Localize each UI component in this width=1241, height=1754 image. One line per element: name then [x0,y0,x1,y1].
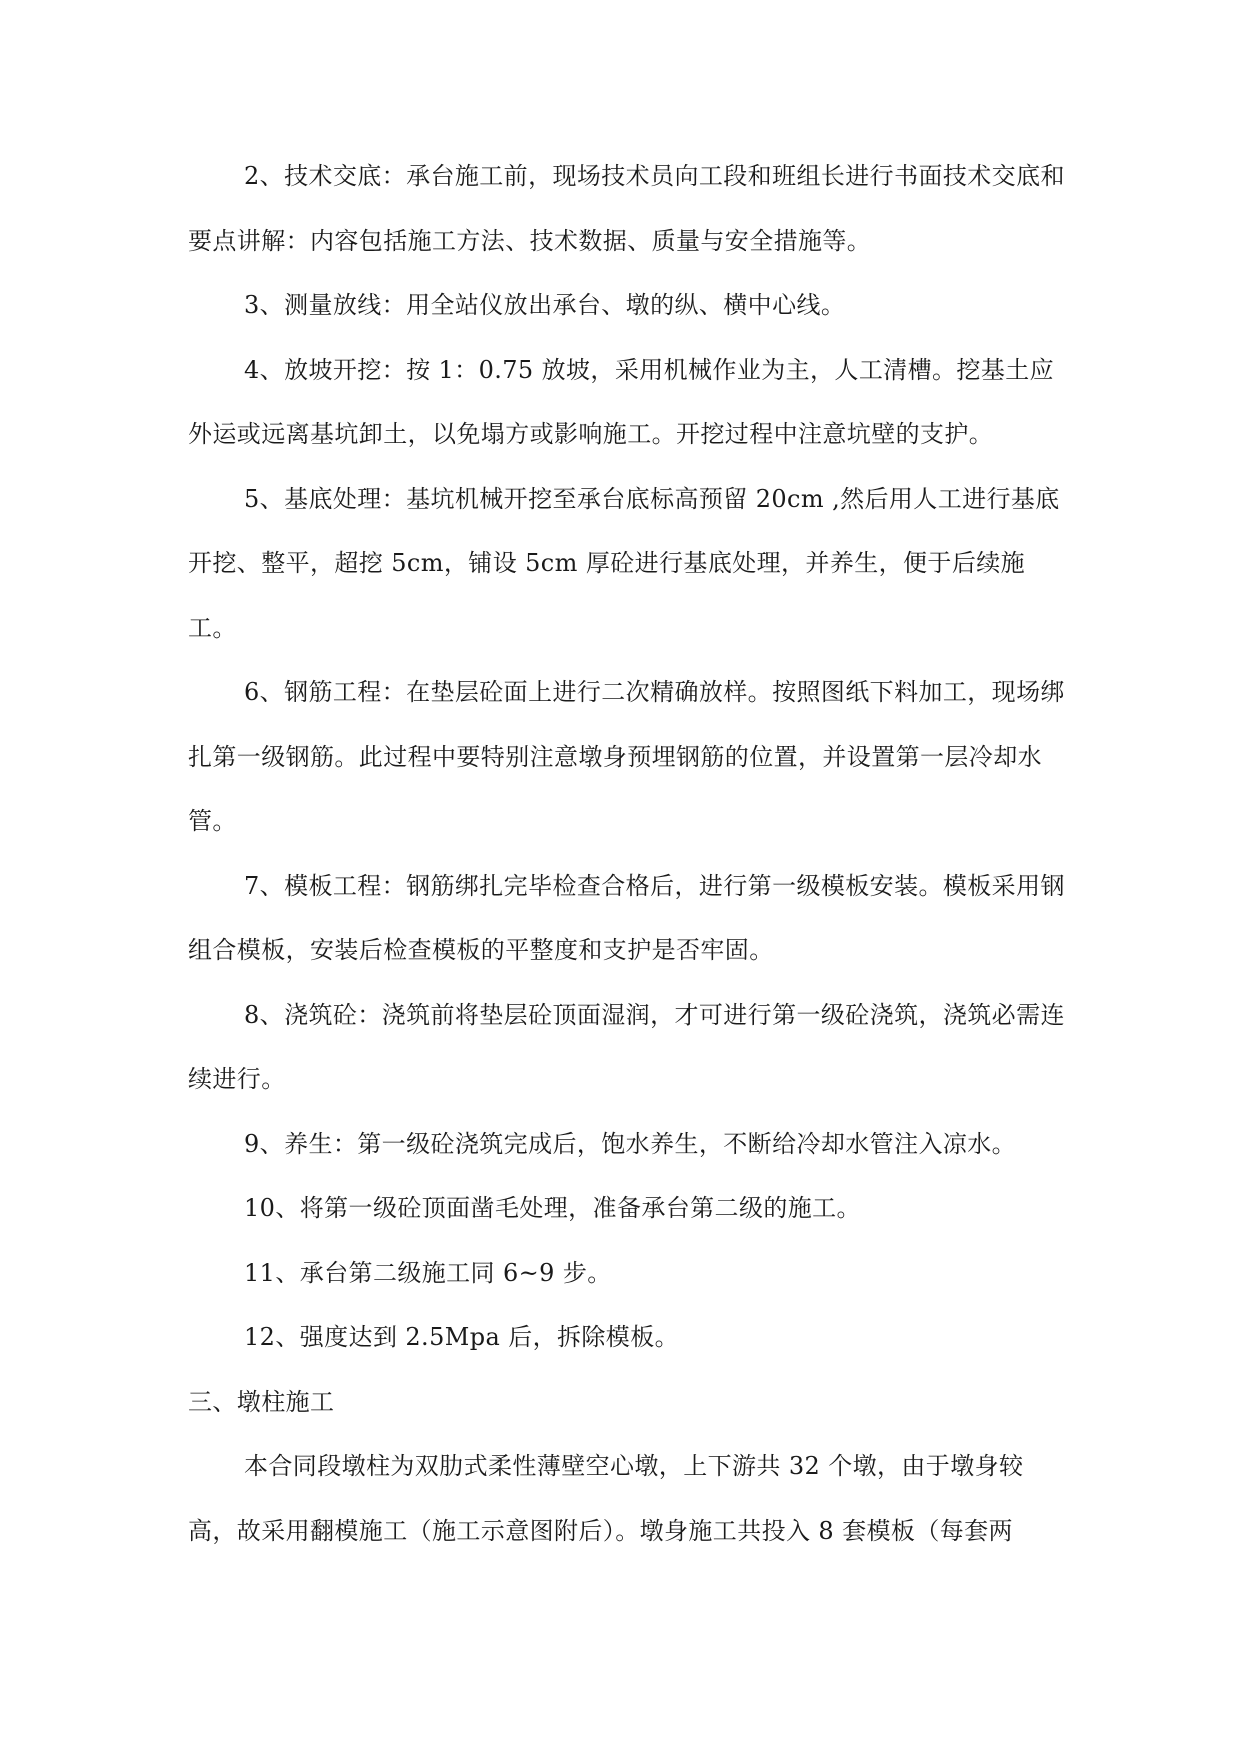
paragraph-rebar-work: 6、钢筋工程：在垫层砼面上进行二次精确放样。按照图纸下料加工，现场绑扎第一级钢筋。此过程中要特别注意墩身预埋钢筋的位置，并设置第一层冷却水管。 [188,678,1065,835]
paragraph-slope-excavation: 4、放坡开挖：按 1：0.75 放坡，采用机械作业为主，人工清槽。挖基土应外运或远离基坑卸土，以免塌方或影响施工。开挖过程中注意坑壁的支护。 [188,355,1055,448]
paragraph-roughening: 10、将第一级砼顶面凿毛处理，准备承台第二级的施工。 [244,1194,861,1222]
paragraph-formwork: 7、模板工程：钢筋绑扎完毕检查合格后，进行第一级模板安装。模板采用钢组合模板，安装后检查模板的平整度和支护是否牢固。 [188,871,1065,964]
paragraph-formwork-removal: 12、强度达到 2.5Mpa 后，拆除模板。 [244,1323,680,1351]
paragraph-concrete-pouring: 8、浇筑砼：浇筑前将垫层砼顶面湿润，才可进行第一级砼浇筑，浇筑必需连续进行。 [188,1000,1065,1093]
paragraph-second-stage: 11、承台第二级施工同 6~9 步。 [244,1258,612,1287]
paragraph-foundation-treatment: 5、基底处理：基坑机械开挖至承台底标高预留 20cm ,然后用人工进行基底开挖、整平，超挖 5cm，铺设 5cm 厚砼进行基底处理，并养生，便于后续施工。 [188,484,1060,642]
paragraph-survey-layout: 3、测量放线：用全站仪放出承台、墩的纵、横中心线。 [244,291,846,319]
document-body [188,144,1068,1563]
paragraph-technical-briefing: 2、技术交底：承台施工前，现场技术员向工段和班组长进行书面技术交底和要点讲解：内容包括施工方法、技术数据、质量与安全措施等。 [188,162,1065,255]
paragraph-pier-overview: 本合同段墩柱为双肋式柔性薄壁空心墩，上下游共 32 个墩，由于墩身较高，故采用翻模施工（施工示意图附后）。墩身施工共投入 8 套模板（每套两 [188,1452,1024,1545]
section-heading-pier-construction: 三、墩柱施工 [188,1387,335,1416]
paragraph-curing: 9、养生：第一级砼浇筑完成后，饱水养生，不断给冷却水管注入凉水。 [244,1129,1017,1158]
